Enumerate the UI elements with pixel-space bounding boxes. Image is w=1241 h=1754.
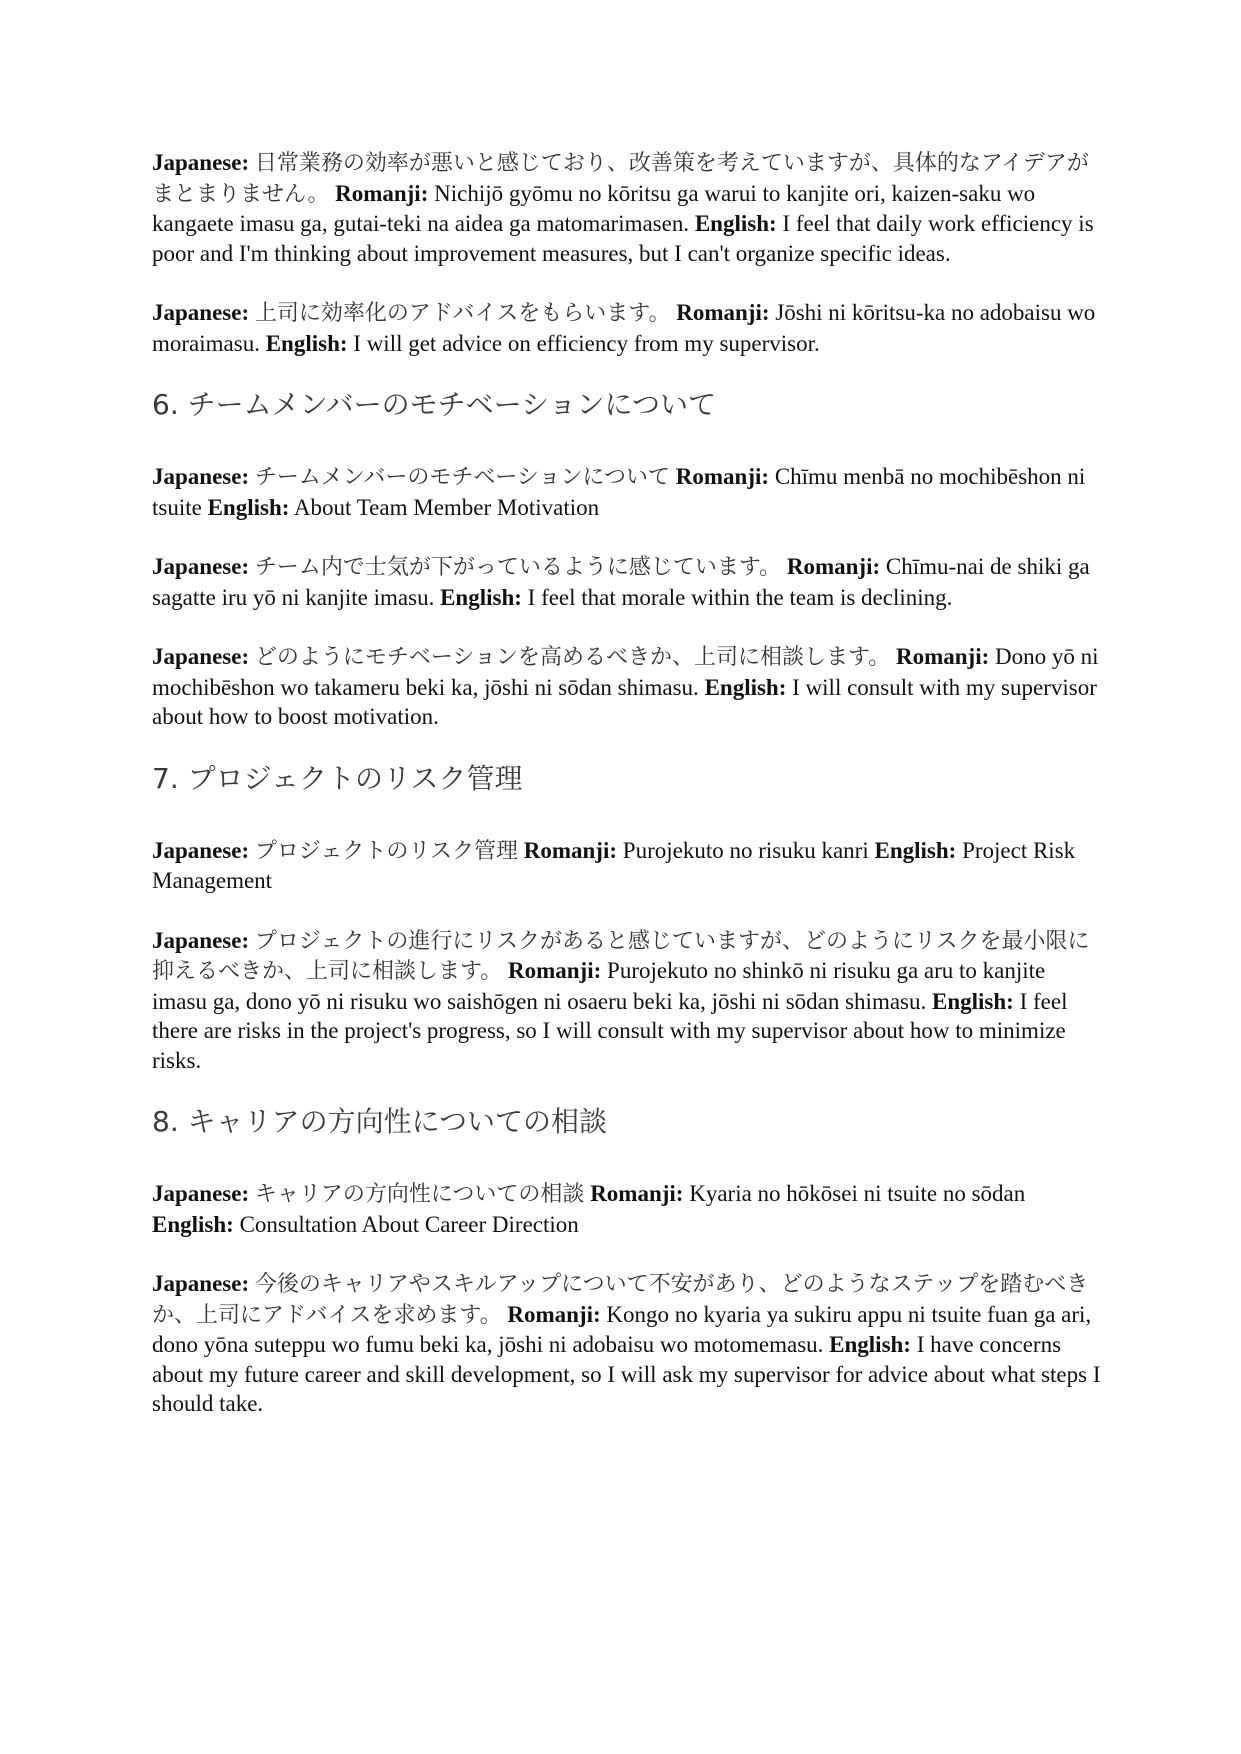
japanese-text: チームメンバーのモチベーションについて <box>254 465 671 490</box>
japanese-label: Japanese: <box>152 554 250 579</box>
romanji-label: Romanji: <box>335 180 429 206</box>
japanese-label: Japanese: <box>152 1271 250 1296</box>
romanji-text: Purojekuto no shinkō ni risuku ga aru to kanjite imasu ga, dono yō ni risuku wo saishōgen ni osaeru beki ka, jōshi ni sōdan shimasu. <box>152 958 1046 1014</box>
english-label: English: <box>265 330 348 356</box>
japanese-label: Japanese: <box>152 644 250 669</box>
english-label: English: <box>207 494 290 520</box>
section-heading-7: 7. プロジェクトのリスク管理 <box>152 761 523 795</box>
romanji-text: Kongo no kyaria ya sukiru appu ni tsuite fuan ga ari, dono yōna suteppu wo fumu beki ka, jōshi ni adobaisu wo motomemasu. <box>152 1301 1092 1357</box>
section-heading-6: 6. チームメンバーのモチベーションについて <box>152 388 716 421</box>
english-label: English: <box>152 1211 234 1237</box>
japanese-text: 日常業務の効率が悪いと感じており、改善策を考えていますが、具体的なアイデアがまとまりません。 <box>152 151 1089 207</box>
romanji-label: Romanji: <box>675 464 770 489</box>
romanji-label: Romanji: <box>508 958 602 983</box>
japanese-text: どのようにモチベーションを高めるべきか、上司に相談します。 <box>254 645 891 670</box>
english-text: I have concerns about my future career and skill development, so I will ask my supervisor for advice about what steps I should take. <box>152 1332 1101 1416</box>
romanji-label: Romanji: <box>786 554 881 579</box>
romanji-text: Nichijō gyōmu no kōritsu ga warui to kanjite ori, kaizen-saku wo kangaete imasu ga, gutai-teki na aidea ga matomarimasen. <box>152 180 1036 236</box>
japanese-label: Japanese: <box>152 464 250 489</box>
english-text: Consultation About Career Direction <box>239 1211 579 1237</box>
english-text: I feel there are risks in the project's progress, so I will consult with my supervisor about how to minimize risks. <box>152 988 1068 1073</box>
japanese-label: Japanese: <box>152 150 250 175</box>
english-text: About Team Member Motivation <box>293 494 600 520</box>
english-label: English: <box>829 1332 911 1357</box>
english-text: I feel that daily work efficiency is poor and I'm thinking about improvement measures, but I can't organize specific ideas. <box>152 211 1094 266</box>
english-label: English: <box>932 988 1014 1014</box>
english-text: Project Risk Management <box>152 837 1076 893</box>
japanese-text: プロジェクトのリスク管理 <box>254 838 518 864</box>
japanese-text: チーム内で士気が下がっているように感じています。 <box>254 555 782 580</box>
japanese-text: 今後のキャリアやスキルアップについて不安があり、どのようなステップを踏むべきか、上司にアドバイスを求めます。 <box>152 1272 1089 1328</box>
english-text: I will consult with my supervisor about how to boost motivation. <box>152 674 1097 729</box>
english-label: English: <box>694 211 777 236</box>
japanese-label: Japanese: <box>152 927 250 953</box>
entry-paragraph <box>152 836 1102 896</box>
entry-paragraph <box>152 462 1102 522</box>
entry-paragraph <box>152 642 1102 732</box>
romanji-text: Kyaria no hōkōsei ni tsuite no sōdan <box>689 1181 1026 1206</box>
romanji-label: Romanji: <box>896 644 990 669</box>
document-page <box>152 148 1102 1449</box>
romanji-text: Chīmu menbā no mochibēshon ni tsuite <box>152 464 1086 520</box>
entry-paragraph <box>152 148 1102 268</box>
entry-paragraph <box>152 926 1102 1076</box>
romanji-text: Purojekuto no risuku kanri <box>622 837 869 863</box>
romanji-text: Dono yō ni mochibēshon wo takameru beki ka, jōshi ni sōdan shimasu. <box>152 644 1099 700</box>
english-text: I will get advice on efficiency from my supervisor. <box>353 330 820 356</box>
romanji-label: Romanji: <box>590 1181 684 1206</box>
english-label: English: <box>440 584 522 610</box>
romanji-text: Chīmu-nai de shiki ga sagatte iru yō ni kanjite imasu. <box>152 554 1090 610</box>
romanji-label: Romanji: <box>507 1301 601 1327</box>
english-label: English: <box>874 837 957 863</box>
entry-paragraph <box>152 1269 1102 1419</box>
entry-paragraph <box>152 1179 1102 1239</box>
japanese-text: 上司に効率化のアドバイスをもらいます。 <box>254 301 671 326</box>
entry-paragraph <box>152 298 1102 358</box>
english-label: English: <box>704 674 787 700</box>
romanji-label: Romanji: <box>523 837 618 863</box>
romanji-text: Jōshi ni kōritsu-ka no adobaisu wo moraimasu. <box>152 300 1096 356</box>
english-text: I feel that morale within the team is declining. <box>527 584 953 610</box>
section-heading-8: 8. キャリアの方向性についての相談 <box>152 1105 608 1138</box>
japanese-label: Japanese: <box>152 837 250 863</box>
japanese-text: キャリアの方向性についての相談 <box>254 1182 585 1207</box>
japanese-label: Japanese: <box>152 1181 250 1206</box>
japanese-text: プロジェクトの進行にリスクがあると感じていますが、どのようにリスクを最小限に抑えるべきか、上司に相談します。 <box>152 928 1090 984</box>
japanese-label: Japanese: <box>152 300 250 325</box>
romanji-label: Romanji: <box>676 300 770 325</box>
entry-paragraph <box>152 552 1102 612</box>
